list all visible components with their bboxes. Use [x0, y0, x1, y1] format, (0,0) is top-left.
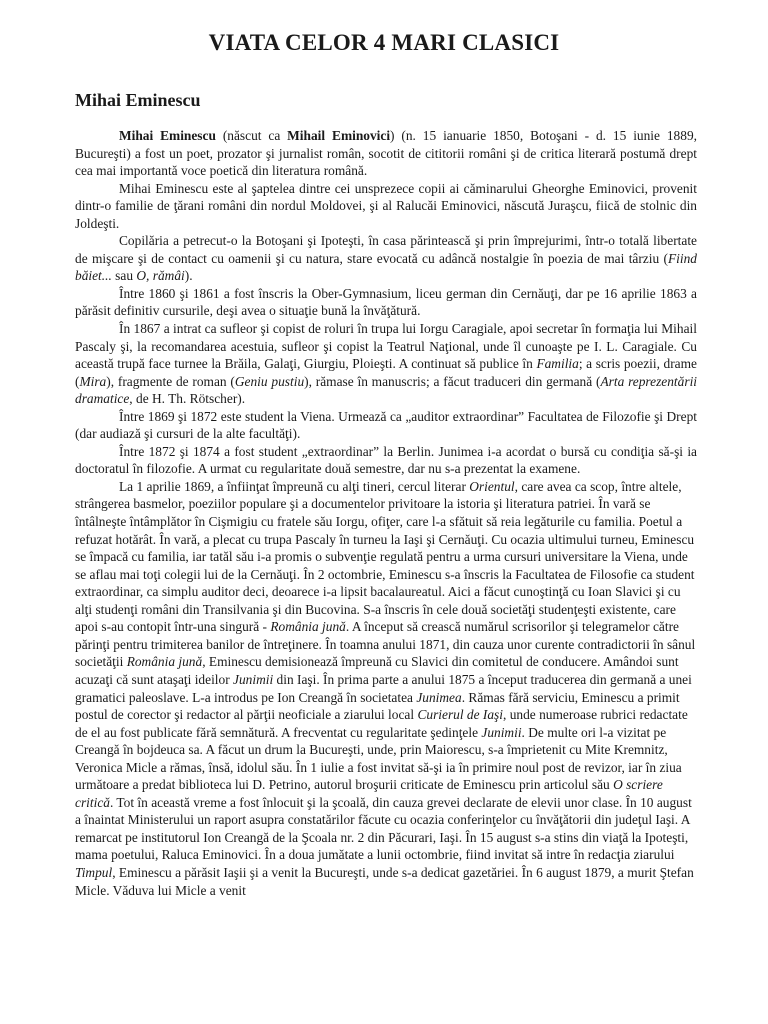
- paragraph-3: Copilăria a petrecut-o la Botoşani şi Ipoteşti, în casa părintească şi prin împrejurimi, într-o totală libertate de mişcare şi de contact cu oamenii şi cu natura, stare evocată cu adâncă nostalgie în poezia de mai târziu (Fiind băiet... sau O, rămâi).: [75, 233, 697, 284]
- paragraph-1: Mihai Eminescu (născut ca Mihail Eminovici) (n. 15 ianuarie 1850, Botoşani - d. 15 iunie 1889, Bucureşti) a fost un poet, prozator şi jurnalist român, socotit de cititorii români şi de critica literară postumă drept cea mai importantă voce poetică din literatura română.: [75, 128, 697, 179]
- document-title: VIATA CELOR 4 MARI CLASICI: [208, 30, 560, 55]
- section-heading: Mihai Eminescu: [75, 90, 201, 110]
- paragraph-7: Între 1872 şi 1874 a fost student „extraordinar” la Berlin. Junimea i-a acordat o bursă cu condiţia să-şi ia doctoratul în filozofie. A urmat cu regularitate două semestre, dar nu s-a prezentat la examene.: [75, 443, 697, 477]
- paragraph-8: La 1 aprilie 1869, a înfiinţat împreună cu alţi tineri, cercul literar Orientul, care avea ca scop, între altele, strângerea basmelor, poeziilor populare şi a documentelor privitoare la istoria şi literatura patriei. În vară se întâlneşte întâmplător în Cişmigiu cu fratele său Iorgu, ofiţer, care l-a sfătuit să reia legăturile cu familia. Poetul a refuzat hotărât. În vară, a plecat cu trupa Pascaly în turneu la Iaşi şi Cernăuţi. Cu ocazia ultimului turneu, Eminescu se împacă cu familia, iar tatăl său i-a promis o subvenţie regulată pentru a urma cursuri universitare la Viena, unde se aflau mai toţi colegii lui de la Cernăuţi. În 2 octombrie, Eminescu s-a înscris la Facultatea de Filosofie ca student extraordinar, ca simplu auditor deci, deoarece i-a lipsit bacalaureatul. Aici a făcut cunoştinţă cu Ioan Slavici şi cu alţi studenţi români din Transilvania şi din Bucovina. S-a înscris în cele două societăţi studenţeşti existente, care apoi s-au contopit într-una singură - România jună. A început să crească numărul scrisorilor şi telegramelor către părinţi pentru trimiterea banilor de întreţinere. În toamna anului 1871, din cauza unor curente contradictorii în sânul societăţii România jună, Eminescu demisionează împreună cu Slavici din comitetul de conducere. Amândoi sunt acuzaţi că sunt ataşaţi ideilor Junimii din Iaşi. În prima parte a anului 1875 a început traducerea din germană a unei gramatici paleoslave. L-a introdus pe Ion Creangă în societatea Junimea. Rămas fără serviciu, Eminescu a primit postul de corector şi redactor al părţii neoficiale a ziarului local Curierul de Iaşi, unde numeroase rubrici redactate de el au fost publicate fără semnătură. A frecventat cu regularitate şedinţele Junimii. De multe ori l-a vizitat pe Creangă în bojdeuca sa. A făcut un drum la Bucureşti, unde, prin Maiorescu, s-a împrietenit cu Mite Kremnitz, Veronica Micle a rămas, însă, idolul său. În 1 iulie a fost invitat să-şi ia în primire noul post de revizor, iar în ziua următoare a predat biblioteca lui D. Petrino, autorul broşurii criticate de Eminescu prin articolul său O scriere critică. Tot în această vreme a fost înlocuit şi la şcoală, din cauza grevei declarate de elevii unor clase. În 10 august a înaintat Ministerului un raport asupra constatărilor făcute cu ocazia conferinţelor cu învăţătorii din judeţul Iaşi. A remarcat pe institutorul Ion Creangă de la Şcoala nr. 2 din Păcurari, Iaşi. În 15 august s-a stins din viaţă la Ipoteşti, mama poetului, Raluca Eminovici. În a doua jumătate a lunii octombrie, fiind invitat să intre în redacţia ziarului Timpul, Eminescu a părăsit Iaşii şi a venit la Bucureşti, unde s-a dedicat gazetăriei. În 6 august 1879, a murit Ştefan Micle. Văduva lui Micle a venit: [75, 478, 696, 898]
- paragraph-6: Între 1869 şi 1872 este student la Viena. Urmează ca „auditor extraordinar” Facultatea de Filozofie şi Drept (dar audiază şi cursuri de la alte facultăţi).: [75, 408, 697, 442]
- birth-name: Mihail Eminovici: [287, 128, 391, 143]
- body-text: [75, 127, 697, 899]
- intro-name: Mihai Eminescu: [119, 128, 216, 143]
- paragraph-2: Mihai Eminescu este al şaptelea dintre cei unsprezece copii ai căminarului Gheorghe Eminovici, provenit dintr-o familie de ţărani români din nordul Moldovei, şi al Ralucăi Eminovici, născută Juraşcu, fiică de stolnic din Joldeşti.: [75, 180, 697, 231]
- paragraph-4: Între 1860 şi 1861 a fost înscris la Ober-Gymnasium, liceu german din Cernăuţi, dar pe 16 aprilie 1863 a părăsit definitiv cursurile, deşi avea o situaţie bună la învăţătură.: [75, 285, 697, 319]
- paragraph-5: În 1867 a intrat ca sufleor şi copist de roluri în trupa lui Iorgu Caragiale, apoi secretar în formaţia lui Mihail Pascaly şi, la recomandarea acestuia, sufleor şi copist la Teatrul Naţional, unde îl cunoaşte pe I. L. Caragiale. Cu această trupă face turnee la Brăila, Galaţi, Giurgiu, Ploieşti. A continuat să publice în Familia; a scris poezii, drame (Mira), fragmente de roman (Geniu pustiu), rămase în manuscris; a făcut traduceri din germană (Arta reprezentării dramatice, de H. Th. Rötscher).: [75, 321, 698, 407]
